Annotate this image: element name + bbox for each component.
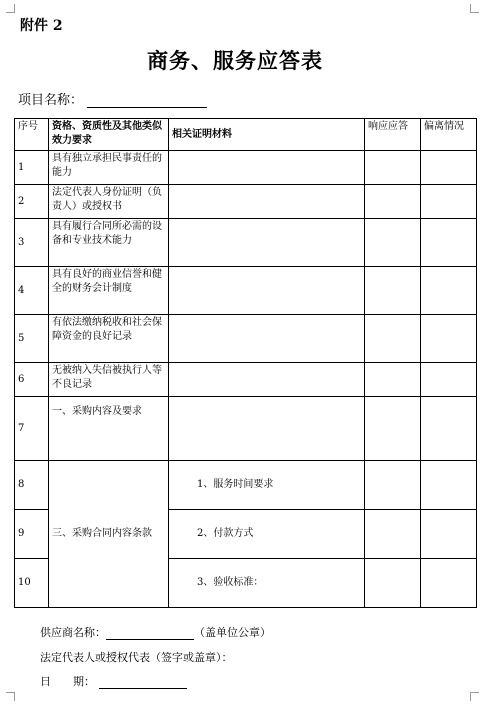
- row-requirement: 法定代表人身份证明（负责人）或授权书: [49, 185, 169, 219]
- row-deviation-cell[interactable]: [421, 185, 477, 219]
- row-requirement: 具有良好的商业信誉和健全的财务会计制度: [49, 267, 169, 315]
- row-requirement: 具有履行合同所必需的设备和专业技术能力: [49, 219, 169, 267]
- row-number: 5: [15, 315, 49, 363]
- row-materials-cell[interactable]: [169, 315, 365, 363]
- header-seq: 序号: [15, 119, 49, 151]
- row-number: 6: [15, 363, 49, 397]
- table-header-row: [15, 119, 477, 151]
- supplier-seal-note: （盖单位公章）: [194, 626, 271, 639]
- row-response-cell[interactable]: [365, 510, 421, 559]
- date-field[interactable]: [99, 676, 187, 689]
- row-deviation-cell[interactable]: [421, 397, 477, 461]
- table-row: [15, 315, 477, 363]
- row-response-cell[interactable]: [365, 363, 421, 397]
- row-response-cell[interactable]: [365, 397, 421, 461]
- section-title: 一、采购内容及要求: [49, 397, 169, 461]
- row-deviation-cell[interactable]: [421, 363, 477, 397]
- supplier-name-field[interactable]: [106, 627, 194, 640]
- row-number: 9: [15, 510, 49, 559]
- row-number: 7: [15, 397, 49, 461]
- contract-item: 2、付款方式: [169, 510, 365, 559]
- table-row: [15, 219, 477, 267]
- table-row: [15, 363, 477, 397]
- row-deviation-cell[interactable]: [421, 461, 477, 510]
- header-deviation: 偏离情况: [421, 119, 477, 151]
- page-corner-mark: [470, 4, 479, 13]
- supplier-name-label: 供应商名称：: [40, 626, 106, 639]
- page-corner-mark: [6, 692, 15, 701]
- project-name-field[interactable]: [87, 94, 207, 108]
- response-table: [14, 118, 477, 608]
- row-deviation-cell[interactable]: [421, 559, 477, 608]
- row-response-cell[interactable]: [365, 219, 421, 267]
- row-number: 8: [15, 461, 49, 510]
- row-response-cell[interactable]: [365, 315, 421, 363]
- table-row: [15, 461, 477, 510]
- attachment-label: 附件 2: [20, 18, 63, 34]
- row-number: 4: [15, 267, 49, 315]
- project-name-label: 项目名称：: [18, 93, 84, 108]
- supplier-name-row: [40, 624, 271, 640]
- legal-representative-row: [40, 649, 233, 665]
- row-deviation-cell[interactable]: [421, 151, 477, 185]
- section-title: 三、采购合同内容条款: [49, 461, 169, 608]
- table-row: [15, 397, 477, 461]
- header-response: 响应应答: [365, 119, 421, 151]
- row-deviation-cell[interactable]: [421, 315, 477, 363]
- legal-representative-label: 法定代表人或授权代表（签字或盖章）：: [40, 651, 233, 664]
- row-response-cell[interactable]: [365, 151, 421, 185]
- table-row: [15, 151, 477, 185]
- row-response-cell[interactable]: [365, 185, 421, 219]
- row-materials-cell[interactable]: [169, 219, 365, 267]
- row-materials-cell[interactable]: [169, 267, 365, 315]
- contract-item: 3、验收标准：: [169, 559, 365, 608]
- page-title: 商务、服务应答表: [147, 48, 323, 73]
- page-corner-mark: [6, 4, 15, 13]
- row-deviation-cell[interactable]: [421, 267, 477, 315]
- row-materials-cell[interactable]: [169, 363, 365, 397]
- row-deviation-cell[interactable]: [421, 510, 477, 559]
- row-response-cell[interactable]: [365, 267, 421, 315]
- row-materials-cell[interactable]: [169, 151, 365, 185]
- table-row: [15, 185, 477, 219]
- header-materials: 相关证明材料: [169, 119, 365, 151]
- table-row: [15, 267, 477, 315]
- row-requirement: 有依法缴纳税收和社会保障资金的良好记录: [49, 315, 169, 363]
- project-name-row: [18, 89, 207, 108]
- row-number: 2: [15, 185, 49, 219]
- row-response-cell[interactable]: [365, 461, 421, 510]
- date-row: [40, 673, 187, 689]
- row-materials-cell[interactable]: [169, 185, 365, 219]
- row-number: 3: [15, 219, 49, 267]
- row-number: 1: [15, 151, 49, 185]
- row-number: 10: [15, 559, 49, 608]
- row-requirement: 具有独立承担民事责任的能力: [49, 151, 169, 185]
- page-corner-mark: [470, 692, 479, 701]
- contract-item: 1、服务时间要求: [169, 461, 365, 510]
- row-requirement: 无被纳入失信被执行人等不良记录: [49, 363, 169, 397]
- header-requirement: 资格、资质性及其他类似效力要求: [49, 119, 169, 151]
- row-materials-cell[interactable]: [169, 397, 365, 461]
- row-response-cell[interactable]: [365, 559, 421, 608]
- row-deviation-cell[interactable]: [421, 219, 477, 267]
- date-label: 日 期：: [40, 675, 95, 688]
